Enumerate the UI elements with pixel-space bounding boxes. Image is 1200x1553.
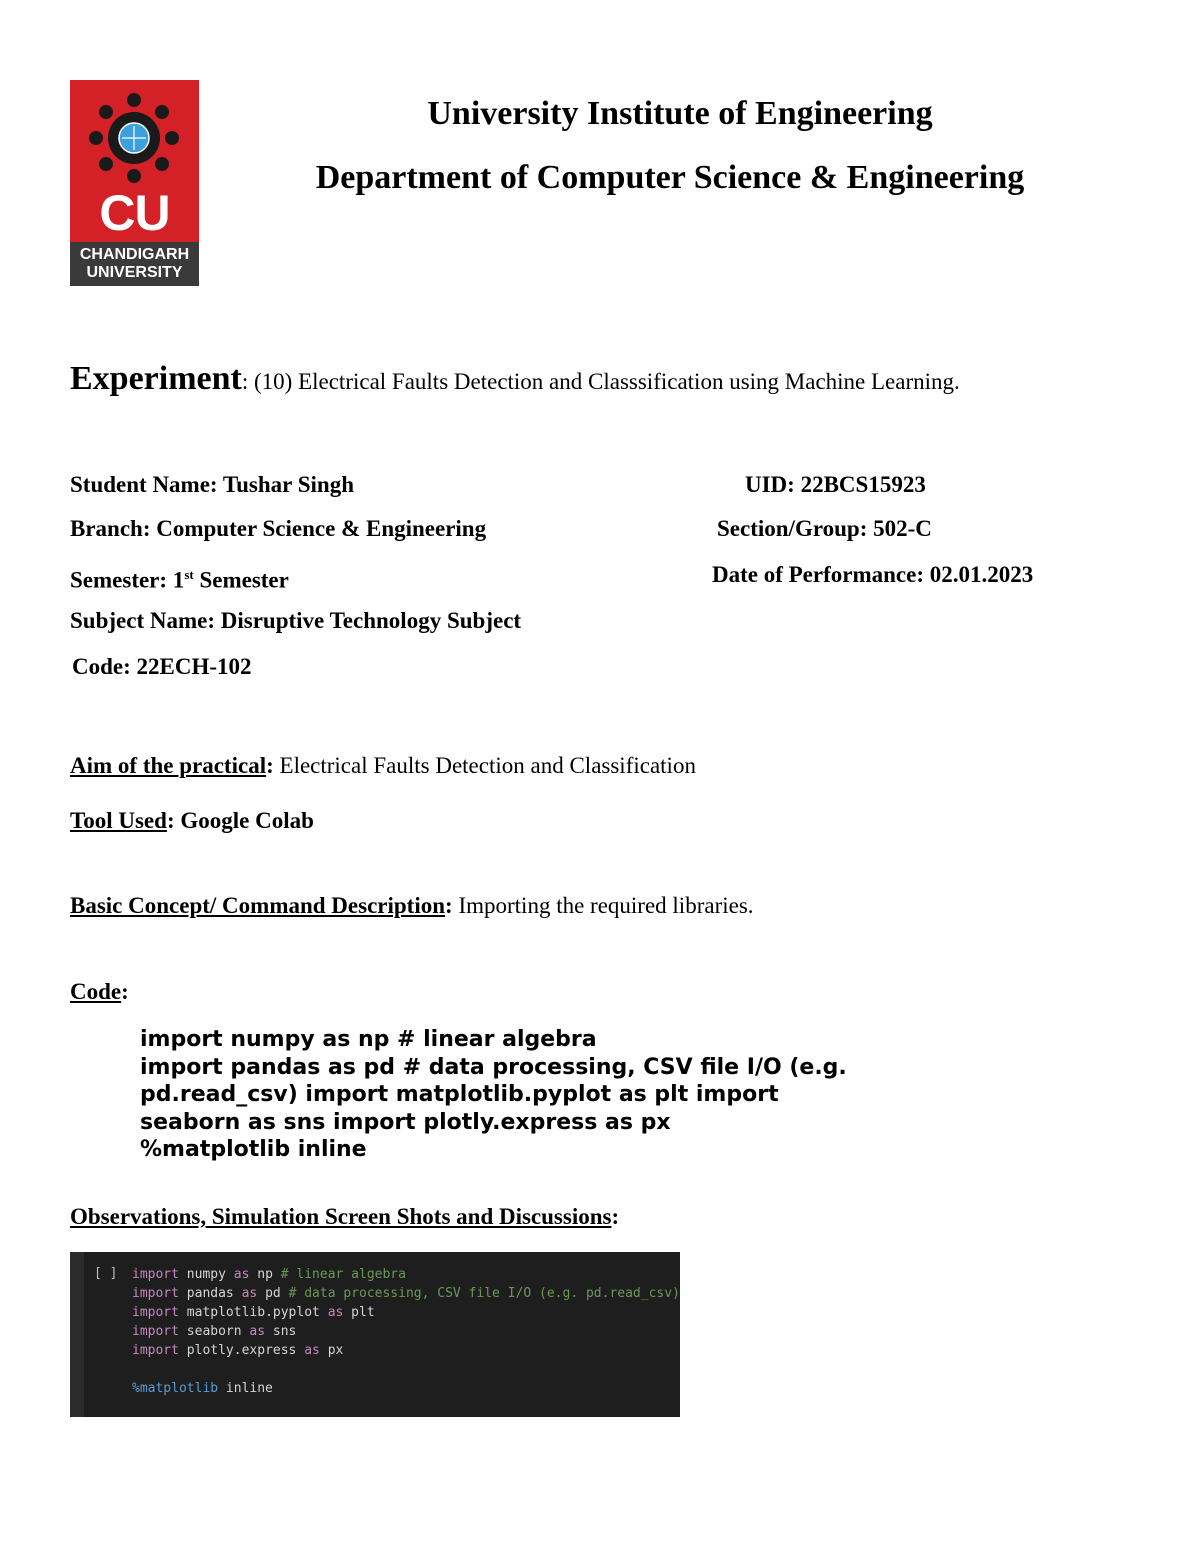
university-logo: [70, 80, 199, 286]
experiment-text: : (10) Electrical Faults Detection and Classsification using Machine Learning.: [241, 369, 960, 394]
code-line: import numpy as np # linear algebra: [140, 1027, 597, 1052]
concept-text: Importing the required libraries.: [452, 893, 754, 918]
cell-line: import matplotlib.pyplot as plt: [132, 1305, 375, 1320]
semester-suffix: Semester: [193, 567, 289, 593]
code-block: [140, 1026, 940, 1164]
subject-code: Code: 22ECH-102: [72, 654, 252, 679]
cell-line: import plotly.express as px: [132, 1343, 344, 1358]
cell-line: %matplotlib inline: [132, 1381, 273, 1396]
observations-section: [70, 1202, 619, 1232]
tool-section: [70, 806, 314, 836]
experiment-label: Experiment: [70, 360, 242, 397]
semester-sup: st: [184, 567, 194, 582]
institute-title: University Institute of Engineering: [427, 95, 933, 132]
observations-colon: :: [611, 1204, 620, 1229]
code-section: [70, 977, 129, 1007]
cell-line: import pandas as pd # data processing, CSV file I/O (e.g. pd.read_csv): [132, 1286, 680, 1301]
cell-line: import seaborn as sns: [132, 1324, 297, 1339]
semester-prefix: Semester: 1: [70, 567, 185, 593]
concept-section: [70, 891, 754, 921]
observations-label: Observations, Simulation Screen Shots and Discussions: [70, 1204, 612, 1229]
student-uid: UID: 22BCS15923: [745, 472, 926, 497]
tool-label: Tool Used: [70, 808, 167, 833]
department-title: Department of Computer Science & Engineering: [315, 159, 1025, 196]
emblem-icon: [84, 90, 184, 186]
colab-screenshot: [70, 1252, 680, 1417]
code-line: import pandas as pd # data processing, CSV file I/O (e.g.: [140, 1054, 847, 1080]
cell-line-blank: [132, 1360, 680, 1379]
subject-name: Subject Name: Disruptive Technology Subject: [70, 608, 522, 633]
aim-text: Electrical Faults Detection and Classification: [273, 753, 696, 778]
logo-line1: CHANDIGARH: [79, 246, 190, 263]
code-line: pd.read_csv) import matplotlib.pyplot as plt import: [140, 1082, 779, 1107]
experiment-line: [70, 360, 960, 398]
code-label: Code: [70, 979, 122, 1004]
concept-colon: :: [445, 893, 453, 918]
logo-line2: UNIVERSITY: [86, 264, 183, 281]
student-section: Section/Group: 502-C: [717, 516, 932, 541]
cell-line: import numpy as np # linear algebra: [132, 1267, 406, 1282]
tool-colon: :: [166, 808, 175, 833]
aim-colon: :: [266, 753, 274, 778]
student-name: Student Name: Tushar Singh: [70, 472, 354, 497]
concept-label: Basic Concept/ Command Description: [70, 893, 446, 918]
student-semester: [70, 560, 289, 596]
date-of-performance: Date of Performance: 02.01.2023: [712, 562, 1034, 587]
code-colon: :: [121, 979, 129, 1004]
code-line: seaborn as sns import plotly.express as px: [140, 1109, 671, 1135]
cell-code: [132, 1265, 680, 1398]
code-line: %matplotlib inline: [140, 1137, 367, 1162]
cell-run-bracket: [ ]: [94, 1266, 118, 1281]
student-branch: Branch: Computer Science & Engineering: [70, 516, 487, 541]
logo-footer: [70, 242, 199, 286]
aim-section: [70, 751, 696, 781]
tool-text: Google Colab: [174, 808, 314, 833]
logo-initials: CU: [99, 185, 170, 241]
aim-label: Aim of the practical: [70, 753, 267, 778]
